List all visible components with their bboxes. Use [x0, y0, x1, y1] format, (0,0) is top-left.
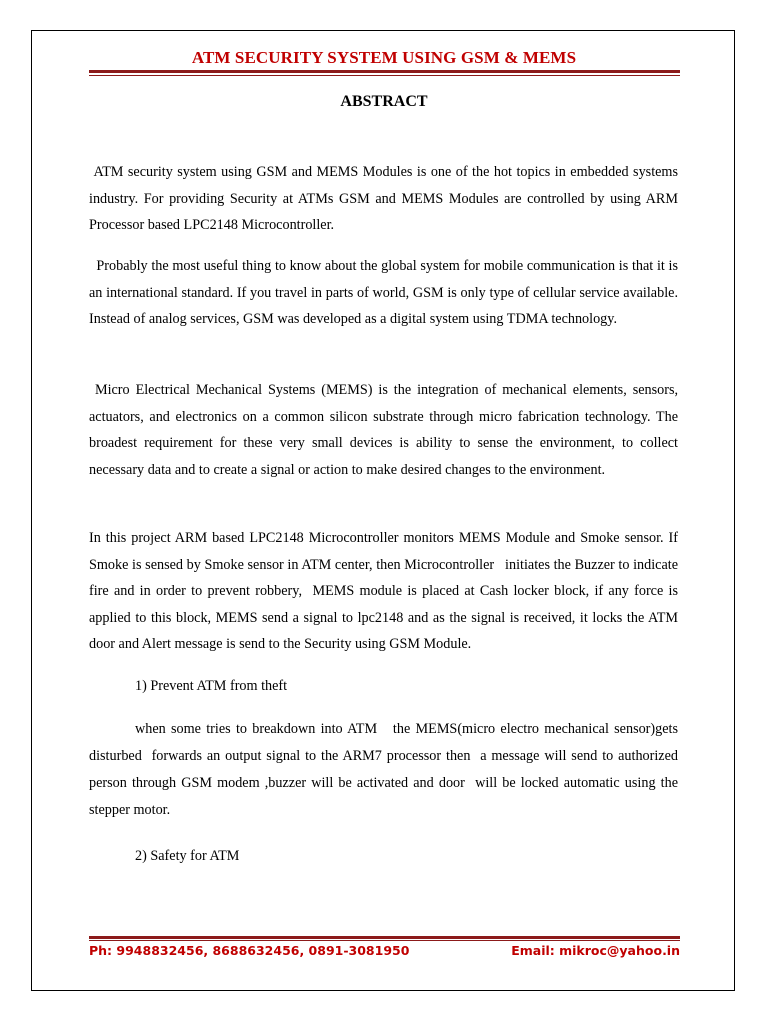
list-item-1: 1) Prevent ATM from theft: [135, 678, 288, 694]
footer-rule-thin: [89, 940, 680, 941]
abstract-heading: ABSTRACT: [340, 93, 428, 110]
paragraph-2: Probably the most useful thing to know about the global system for mobile communication is that it is an international standard. If you travel in parts of world, GSM is only type of cellular service available. Instead of analog services, GSM was developed as a digital system using TDMA technology.: [89, 258, 682, 327]
footer-phone: Ph: 9948832456, 8688632456, 0891-3081950: [89, 943, 410, 958]
list-item-2: 2) Safety for ATM: [135, 848, 240, 864]
paragraph-3: Micro Electrical Mechanical Systems (MEMS) is the integration of mechanical elements, sensors, actuators, and electronics on a common silicon substrate through micro fabrication technology. The broadest requirement for these very small devices is ability to sense the environment, to collect necessary data and to create a signal or action to make desired changes to the environment.: [89, 382, 682, 478]
footer-rule-thick: [89, 936, 680, 939]
footer-email: Email: mikroc@yahoo.in: [511, 943, 680, 958]
header-rule-thin: [89, 75, 680, 76]
paragraph-4: In this project ARM based LPC2148 Microcontroller monitors MEMS Module and Smoke sensor. If Smoke is sensed by Smoke sensor in ATM center, then Microcontroller initiates the Buzzer to indicate fire and in order to prevent robbery, MEMS module is placed at Cash locker block, if any force is applied to this block, MEMS send a signal to lpc2148 and as the signal is received, it locks the ATM door and Alert message is send to the Security using GSM Module.: [89, 530, 682, 652]
header-title: ATM SECURITY SYSTEM USING GSM & MEMS: [191, 48, 577, 67]
paragraph-1: ATM security system using GSM and MEMS Modules is one of the hot topics in embedded systems industry. For providing Security at ATMs GSM and MEMS Modules are controlled by using ARM Processor based LPC2148 Microcontroller.: [89, 164, 682, 233]
list-item-1-description: when some tries to breakdown into ATM the MEMS(micro electro mechanical sensor)gets disturbed forwards an output signal to the ARM7 processor then a message will send to authorized person through GSM modem ,buzzer will be activated and door will be locked automatic using the stepper motor.: [89, 721, 686, 818]
footer: [89, 943, 680, 958]
header-rule-thick: [89, 70, 680, 73]
